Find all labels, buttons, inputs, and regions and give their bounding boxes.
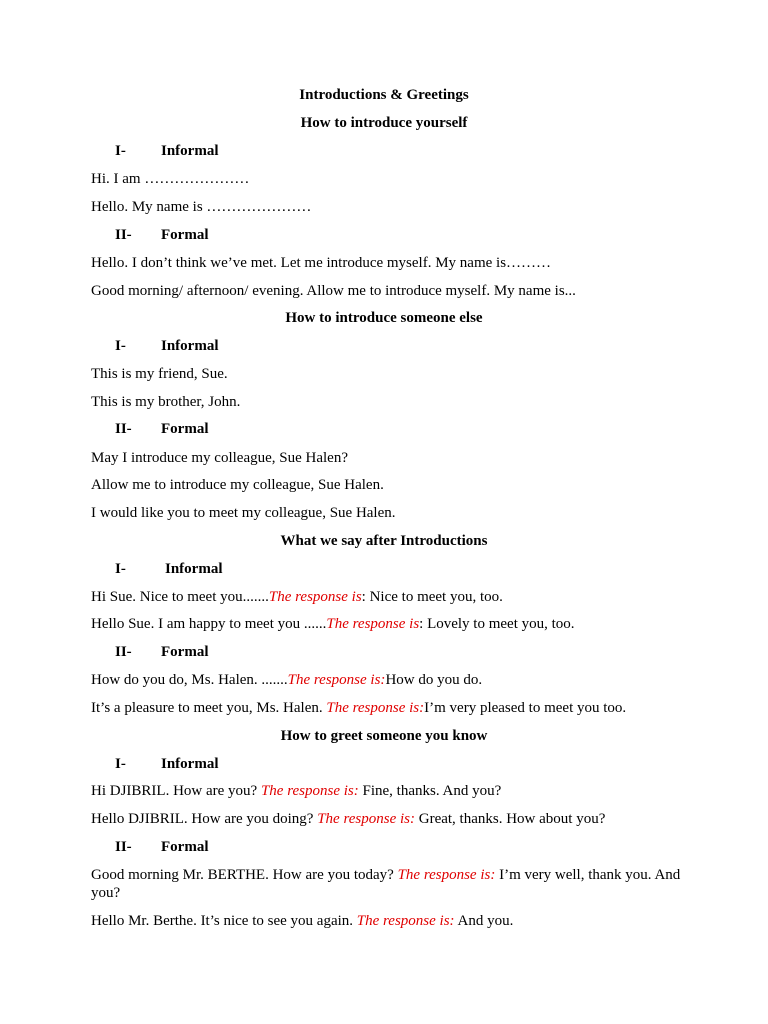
example-text: It’s a pleasure to meet you, Ms. Halen.	[91, 700, 327, 716]
subheading-number: I-	[115, 143, 126, 159]
response-label: The response is	[268, 589, 362, 605]
example-line	[91, 866, 691, 902]
subheading-number: II-	[115, 644, 132, 660]
example-text: Hi DJIBRIL. How are you?	[91, 783, 261, 799]
subheading-label: Formal	[161, 421, 209, 437]
example-text: Hello Mr. Berthe. It’s nice to see you again.	[91, 913, 357, 929]
response-label: The response is:	[326, 700, 425, 716]
example-line: May I introduce my colleague, Sue Halen?	[91, 450, 348, 466]
example-line	[91, 782, 501, 800]
response-text: And you.	[454, 913, 514, 929]
subheading-label: Informal	[161, 338, 219, 354]
section-title-introduce-someone: How to introduce someone else	[285, 310, 483, 326]
example-text: Hi Sue. Nice to meet you.......	[91, 589, 269, 605]
response-label: The response is:	[287, 672, 386, 688]
example-text: Hello Sue. I am happy to meet you ......	[91, 616, 327, 632]
example-line: Hello. My name is …………………	[91, 199, 312, 215]
example-line	[91, 615, 575, 633]
response-text: How do you do.	[385, 672, 483, 688]
example-line: Good morning/ afternoon/ evening. Allow me to introduce myself. My name is...	[91, 283, 576, 299]
subheading-label: Formal	[161, 227, 209, 243]
example-line: Hi. I am …………………	[91, 171, 250, 187]
example-line: Hello. I don’t think we’ve met. Let me introduce myself. My name is………	[91, 255, 552, 271]
subheading-number: II-	[115, 227, 132, 243]
example-text: Hello DJIBRIL. How are you doing?	[91, 811, 318, 827]
example-line: Allow me to introduce my colleague, Sue Halen.	[91, 477, 384, 493]
example-text: Good morning Mr. BERTHE. How are you today?	[91, 867, 398, 883]
subheading-number: I-	[115, 756, 126, 772]
subheading-label: Informal	[165, 561, 223, 577]
response-label: The response is:	[356, 913, 455, 929]
response-text: I’m very well, thank you. And you?	[91, 867, 681, 901]
example-line	[91, 912, 513, 930]
section-title-after-introductions: What we say after Introductions	[280, 533, 488, 549]
example-line	[91, 810, 605, 828]
response-text: : Lovely to meet you, too.	[419, 616, 575, 632]
document-title: Introductions & Greetings	[299, 87, 469, 103]
example-line: This is my friend, Sue.	[91, 366, 228, 382]
response-text: : Nice to meet you, too.	[361, 589, 503, 605]
example-line	[91, 699, 626, 717]
response-label: The response is:	[260, 783, 359, 799]
example-line	[91, 588, 503, 606]
example-line: This is my brother, John.	[91, 394, 241, 410]
response-text: Great, thanks. How about you?	[415, 811, 606, 827]
section-title-greet-someone: How to greet someone you know	[280, 728, 488, 744]
response-label: The response is	[326, 616, 420, 632]
response-label: The response is:	[317, 811, 415, 827]
subheading-label: Informal	[161, 143, 219, 159]
subheading-label: Informal	[161, 756, 219, 772]
subheading-number: I-	[115, 338, 126, 354]
response-text: I’m very pleased to meet you too.	[424, 700, 627, 716]
subheading-label: Formal	[161, 644, 209, 660]
example-line: I would like you to meet my colleague, Sue Halen.	[91, 505, 396, 521]
section-title-introduce-yourself: How to introduce yourself	[300, 115, 468, 131]
subheading-number: I-	[115, 561, 126, 577]
subheading-number: II-	[115, 839, 132, 855]
example-text: How do you do, Ms. Halen. .......	[91, 672, 288, 688]
response-label: The response is:	[397, 867, 496, 883]
example-line	[91, 671, 482, 689]
subheading-number: II-	[115, 421, 132, 437]
subheading-label: Formal	[161, 839, 209, 855]
response-text: Fine, thanks. And you?	[358, 783, 502, 799]
